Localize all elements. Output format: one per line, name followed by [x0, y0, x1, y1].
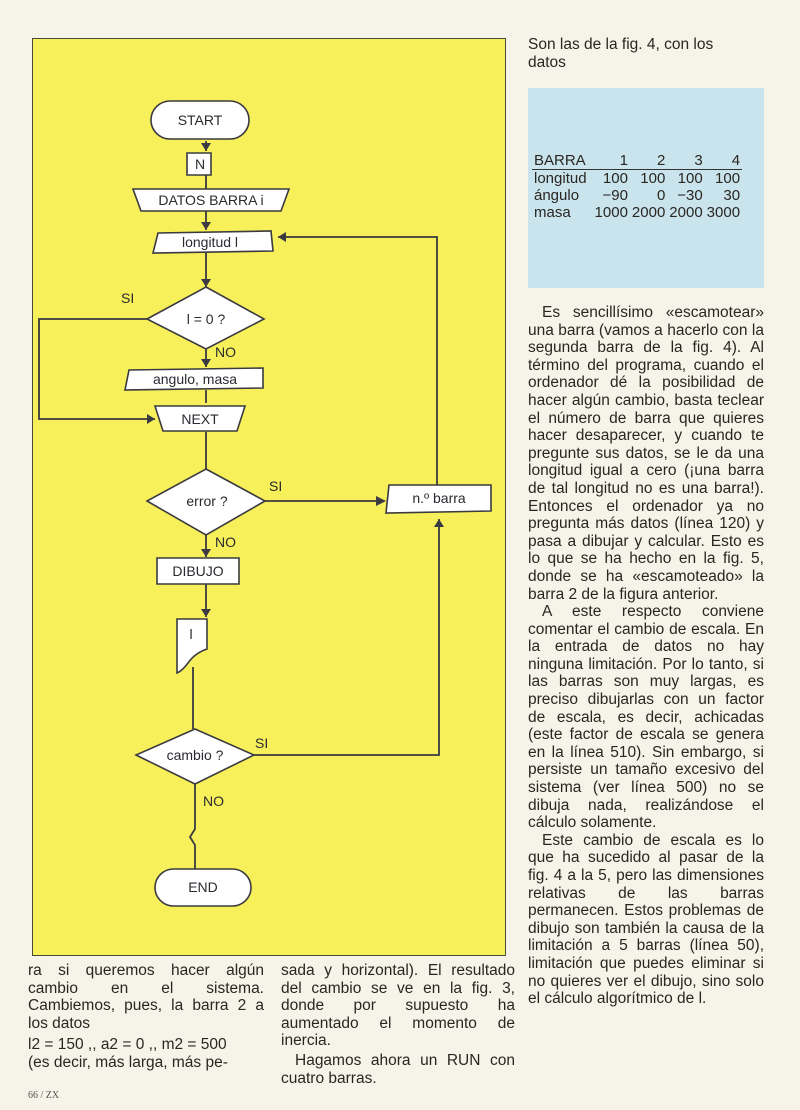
start-label: START	[177, 112, 223, 128]
formula-line: l2 = 150 ,, a2 = 0 ,, m2 = 500	[28, 1036, 227, 1054]
intro-line-2: datos	[528, 54, 566, 71]
cambio-si-label: SI	[255, 735, 269, 751]
datos-barra-box	[133, 189, 289, 211]
table-row	[532, 204, 742, 221]
paragraph: Hagamos ahora un RUN con cuatro barras.	[281, 1051, 515, 1087]
n-barra-label: n.º barra	[412, 490, 466, 506]
table-header-cell: 1	[593, 152, 630, 170]
zero-si-label: SI	[121, 290, 135, 306]
table-header-cell: 2	[630, 152, 667, 170]
intro-line-1: Son las de la fig. 4, con los	[528, 36, 714, 53]
table-cell: masa	[534, 204, 571, 221]
cambio-decision-label: cambio ?	[166, 747, 224, 763]
n-barra-box	[386, 485, 491, 513]
angulo-masa-label: angulo, masa	[152, 371, 238, 387]
zero-no-label: NO	[215, 344, 236, 360]
table-cell: longitud	[534, 170, 587, 187]
table-cell: −90	[602, 187, 628, 204]
end-terminal	[155, 869, 251, 906]
start-terminal	[151, 101, 249, 139]
table-cell: 30	[723, 187, 741, 204]
flowchart	[33, 39, 507, 957]
table-header-row	[532, 152, 742, 170]
error-no-label: NO	[215, 534, 236, 550]
n-input-box	[187, 153, 211, 175]
table-cell: 100	[640, 170, 666, 187]
table-row	[532, 187, 742, 204]
table-cell: ángulo	[534, 187, 580, 204]
table-cell: −30	[677, 187, 703, 204]
table-row	[532, 170, 742, 188]
error-si-label: SI	[269, 478, 283, 494]
dibujo-label: DIBUJO	[172, 563, 224, 579]
table-cell: 100	[677, 170, 703, 187]
flowchart-panel	[32, 38, 506, 956]
page-number: 66 / ZX	[28, 1090, 60, 1101]
next-box	[155, 406, 245, 431]
table-cell: 3000	[706, 204, 741, 221]
dibujo-box	[157, 558, 239, 584]
longitud-label: longitud l	[181, 234, 239, 250]
bottom-middle-column	[281, 962, 515, 1087]
table-cell: 2000	[631, 204, 666, 221]
table-header-cell: 4	[705, 152, 742, 170]
table-header-cell: BARRA	[532, 152, 593, 170]
n-input-label: N	[194, 156, 206, 172]
intro-text	[528, 36, 764, 72]
cambio-decision	[136, 729, 254, 784]
longitud-input-box	[153, 231, 273, 253]
data-table-panel	[528, 88, 764, 288]
cambio-no-label: NO	[203, 793, 224, 809]
table-cell: 100	[715, 170, 741, 187]
zero-decision-label: l = 0 ?	[186, 311, 226, 327]
table-cell: 2000	[669, 204, 703, 221]
table-cell: 1000	[594, 204, 628, 221]
output-l-box	[177, 619, 207, 673]
next-label: NEXT	[181, 411, 219, 427]
barra-data-table	[532, 152, 742, 221]
table-header-cell: 3	[667, 152, 704, 170]
end-label: END	[188, 879, 218, 895]
table-cell: 100	[602, 170, 628, 187]
paragraph: (es decir, más larga, más pe-	[28, 1053, 228, 1071]
datos-barra-label: DATOS BARRA i	[158, 192, 264, 208]
paragraph: sada y horizontal). El resultado del cambio se ve en la fig. 3, donde por supuesto ha aumentado el momento de inercia.	[281, 962, 515, 1050]
angulo-masa-box	[125, 368, 263, 390]
table-cell: 0	[656, 187, 666, 204]
output-l-label: l	[189, 626, 193, 642]
paragraph: Es sencillísimo «escamotear» una barra (vamos a hacerlo con la segunda barra de la fig. 4). Al término del programa, cuando el ordenador dé la posibilidad de hacer algún cambio, basta teclear el número de barra que quieres hacer desaparecer, y cuando te pregunte sus datos, se le da una longitud igual a cero (¡una barra de tal longitud no es una barra!). Entonces el ordenador ya no pregunta más datos (línea 120) y pasa a dibujar y calcular. Esto es lo que se ha hecho en la fig. 5, donde se ha «escamoteado» la barra 2 de la figura anterior.	[528, 304, 764, 603]
paragraph: Este cambio de escala es lo que ha sucedido al pasar de la fig. 4 a la 5, pero las dimensiones relativas de las barras permanecen. Estos problemas de dibujo son también la causa de la limitación a 5 barras (línea 50), limitación que puedes eliminar si no quieres ver el dibujo, sino solo el cálculo algorítmico de l.	[528, 831, 764, 1008]
zero-decision	[147, 287, 264, 349]
paragraph: A este respecto conviene comentar el cambio de escala. En la entrada de datos no hay ninguna limitación. Por lo tanto, si las barras son muy largas, es preciso dibujarlas con un factor de escala, es decir, achicadas (este factor de escala se genera en la línea 510). Sin embargo, si persiste un tamaño excesivo del sistema (ver línea 500) no se dibuja nada, realizándose el cálculo solamente.	[528, 603, 764, 832]
right-column-text	[528, 304, 764, 1008]
paragraph: ra si queremos hacer algún cambio en el sistema. Cambiemos, pues, la barra 2 a los datos	[28, 962, 264, 1032]
bottom-left-column	[28, 962, 264, 1072]
error-decision	[147, 469, 265, 535]
error-decision-label: error ?	[186, 493, 228, 509]
